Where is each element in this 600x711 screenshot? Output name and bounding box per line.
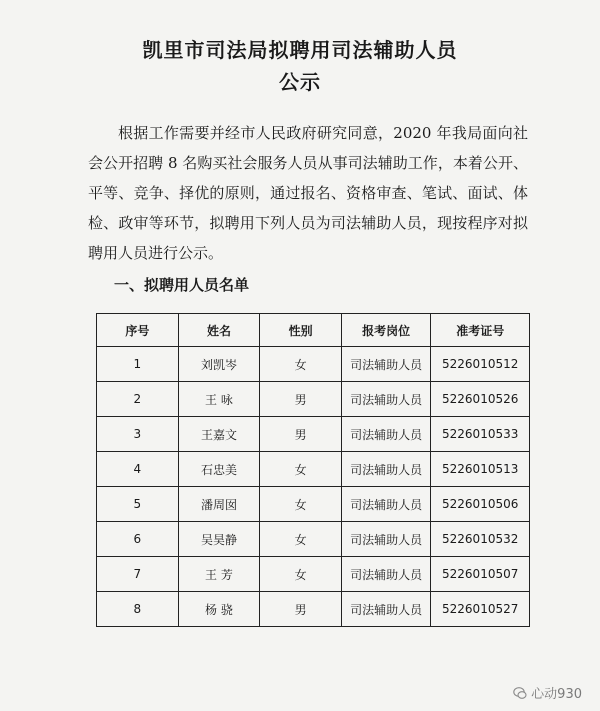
table-row	[97, 347, 530, 382]
cell-gender: 女	[260, 487, 342, 522]
cell-gender: 男	[260, 417, 342, 452]
cell-name: 刘凯岑	[178, 347, 260, 382]
document-subtitle: 公示	[279, 70, 321, 94]
header-serial: 序号	[97, 314, 179, 347]
cell-exam-number: 5226010527	[431, 592, 530, 627]
personnel-table	[96, 313, 530, 627]
table-row	[97, 452, 530, 487]
cell-gender: 女	[260, 557, 342, 592]
table-header-row	[97, 314, 530, 347]
cell-serial: 3	[97, 417, 179, 452]
cell-exam-number: 5226010513	[431, 452, 530, 487]
cell-serial: 5	[97, 487, 179, 522]
cell-serial: 1	[97, 347, 179, 382]
intro-paragraph: 根据工作需要并经市人民政府研究同意，2020 年我局面向社会公开招聘 8 名购买社会服务人员从事司法辅助工作，本着公开、平等、竞争、择优的原则，通过报名、资格审查、笔试、面试、体检、政审等环节，拟聘用下列人员为司法辅助人员，现按程序对拟聘用人员进行公示。	[88, 124, 528, 262]
cell-gender: 女	[260, 347, 342, 382]
cell-position: 司法辅助人员	[341, 522, 430, 557]
cell-serial: 6	[97, 522, 179, 557]
cell-position: 司法辅助人员	[341, 487, 430, 522]
cell-exam-number: 5226010512	[431, 347, 530, 382]
cell-position: 司法辅助人员	[341, 592, 430, 627]
cell-serial: 2	[97, 382, 179, 417]
cell-exam-number: 5226010526	[431, 382, 530, 417]
cell-position: 司法辅助人员	[341, 417, 430, 452]
watermark-text: 心动930	[531, 687, 582, 702]
cell-name: 杨 骁	[178, 592, 260, 627]
cell-serial: 7	[97, 557, 179, 592]
header-gender: 性别	[260, 314, 342, 347]
cell-name: 潘周囡	[178, 487, 260, 522]
cell-gender: 女	[260, 452, 342, 487]
table-row	[97, 382, 530, 417]
cell-name: 王嘉文	[178, 417, 260, 452]
section-heading: 一、拟聘用人员名单	[114, 276, 250, 294]
header-position: 报考岗位	[341, 314, 430, 347]
cell-name: 王 咏	[178, 382, 260, 417]
cell-exam-number: 5226010532	[431, 522, 530, 557]
watermark	[513, 683, 582, 702]
cell-name: 王 芳	[178, 557, 260, 592]
cell-exam-number: 5226010533	[431, 417, 530, 452]
cell-position: 司法辅助人员	[341, 452, 430, 487]
document-title: 凯里市司法局拟聘用司法辅助人员	[142, 38, 458, 62]
cell-name: 吴昊静	[178, 522, 260, 557]
cell-position: 司法辅助人员	[341, 347, 430, 382]
cell-exam-number: 5226010506	[431, 487, 530, 522]
wechat-icon	[513, 686, 527, 700]
header-name: 姓名	[178, 314, 260, 347]
table-row	[97, 557, 530, 592]
cell-name: 石忠美	[178, 452, 260, 487]
cell-gender: 男	[260, 382, 342, 417]
table-row	[97, 592, 530, 627]
cell-position: 司法辅助人员	[341, 382, 430, 417]
header-exam-number: 准考证号	[431, 314, 530, 347]
cell-serial: 8	[97, 592, 179, 627]
table-row	[97, 487, 530, 522]
cell-position: 司法辅助人员	[341, 557, 430, 592]
table-row	[97, 522, 530, 557]
cell-serial: 4	[97, 452, 179, 487]
cell-gender: 男	[260, 592, 342, 627]
table-row	[97, 417, 530, 452]
cell-exam-number: 5226010507	[431, 557, 530, 592]
cell-gender: 女	[260, 522, 342, 557]
